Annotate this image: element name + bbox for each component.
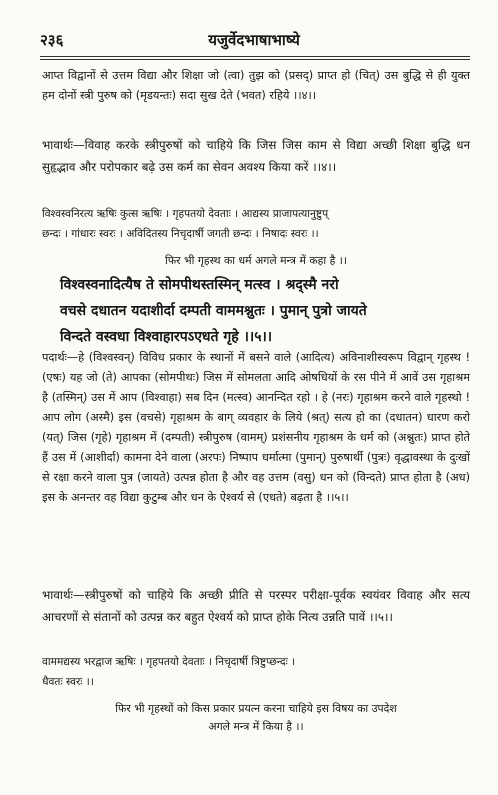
running-title: यजुर्वेदभाषाभाष्ये xyxy=(208,31,300,49)
next-mantra-intro-line-2: अगले मन्त्र में किया है ।। xyxy=(208,720,304,733)
rishi-devata-note-2 xyxy=(42,652,470,692)
rishi-note-1-line-1: विश्वस्वनिरत्य ऋषिः कुत्स ऋषिः । गृहपतयो देवताः । आद्यस्य प्राजापत्यानुष्टुप् xyxy=(42,208,329,220)
rishi-note-1-line-2: छन्दः । गांधारः स्वरः । अविदितस्य निचृदार्षी जगती छन्दः । निषादः स्वरः ।। xyxy=(42,228,319,240)
next-mantra-intro-line-1: फिर भी गृहस्थों को किस प्रकार प्रयत्न करना चाहिये इस विषय का उपदेश xyxy=(115,702,397,715)
intro-paragraph: आप्त विद्वानों से उत्तम विद्या और शिक्षा जो (त्वा) तुझ को (प्रसद्) प्राप्त हो (चित्) उस बुद्धि से ही युक्त हम दोनों स्त्री पुरुष को (मृडयन्तः) सदा सुख देते (भवत) रहिये ।।४।। xyxy=(42,69,470,102)
mantra-intro-line: फिर भी गृहस्थ का धर्म अगले मन्त्र में कहा है ।। xyxy=(165,254,347,267)
header-rule-bottom xyxy=(40,59,470,60)
padarth-paragraph: पदार्थः—हे (विश्वस्वन्) विविध प्रकार के स्थानों में बसने वाले (आदित्य) अविनाशीस्वरूप विद्वान् गृहस्थ ! (एषः) यह जो (ते) आपका (सोमपीथः) जिस में सोमलता आदि ओषधियों के रस पीने में आवें उस गृहाश्रम है (तस्मिन्) उस में आप (विश्वाहा) सब दिन (मत्स्व) आनन्दित रहो । हे (नरः) गृहाश्रम करने वाले गृहस्थो ! आप लोग (अस्मै) इस (वचसे) गृहाश्रम के बाग् व्यवहार के लिये (श्रत्) सत्य हो का (दधातन) धारण करो (यत्) जिस (गृहे) गृहाश्रम में (दम्पती) स्त्रीपुरुष (वामम्) प्रशंसनीय गृहाश्रम के धर्म को (अश्नुतः) प्राप्त होते हैं उस में (आशीर्दा) कामना देने वाला (अरपः) निष्पाप धर्मात्मा (पुमान्) पुरुषार्थी (पुत्रः) वृद्धावस्था के दुःखों से रक्षा करने वाला पुत्र (जायते) उत्पन्न होता है और वह उत्तम (वसु) धन को (विन्दते) प्राप्त होता है (अध) इस के अनन्तर वह विद्या कुटुम्ब और धन के ऐश्वर्य से (एधते) बढ़ता है ।।५।। xyxy=(42,351,470,504)
mantra-verse xyxy=(60,272,470,350)
bhavarth-paragraph-2: भावार्थः—स्त्रीपुरुषों को चाहिये कि अच्छी प्रीति से परस्पर परीक्षा-पूर्वक स्वयंवर विवाह और सत्य आचरणों से संतानों को उत्पन्न कर बहुत ऐश्वर्य को प्राप्त होके नित्य उन्नति पावें ।।५।। xyxy=(42,588,470,624)
page-header xyxy=(40,30,468,52)
mantra-line-1: विश्वस्वनादित्यैष ते सोमपीथस्तस्मिन् मत्स्व । श्रद्स्मै नरो xyxy=(60,277,339,293)
bhavarth-paragraph-1: भावार्थः—विवाह करके स्त्रीपुरुषों को चाहिये कि जिस जिस काम से विद्या अच्छी शिक्षा बुद्धि धन सुहृद्भाव और परोपकार बढ़े उस कर्म का सेवन अवश्य किया करें ।।४।। xyxy=(42,138,470,174)
page-number: २३६ xyxy=(40,31,64,49)
next-mantra-intro xyxy=(42,700,470,736)
mantra-line-3: विन्दते वस्वधा विश्वाहारपऽएधते गृहे ।।५।। xyxy=(60,329,273,345)
mantra-line-2: वचसे दधातन यदाशीर्दा दम्पती वाममश्नुतः । पुमान् पुत्रो जायते xyxy=(60,303,367,319)
rishi-note-2-line-2: धैवतः स्वरः ।। xyxy=(42,676,94,688)
header-rule-top xyxy=(40,56,470,57)
rishi-devata-note-1 xyxy=(42,204,470,244)
rishi-note-2-line-1: वाममद्यस्य भरद्वाज ऋषिः । गृहपतयो देवताः । निचृदार्षी त्रिष्टुप्छन्दः । xyxy=(42,656,296,668)
